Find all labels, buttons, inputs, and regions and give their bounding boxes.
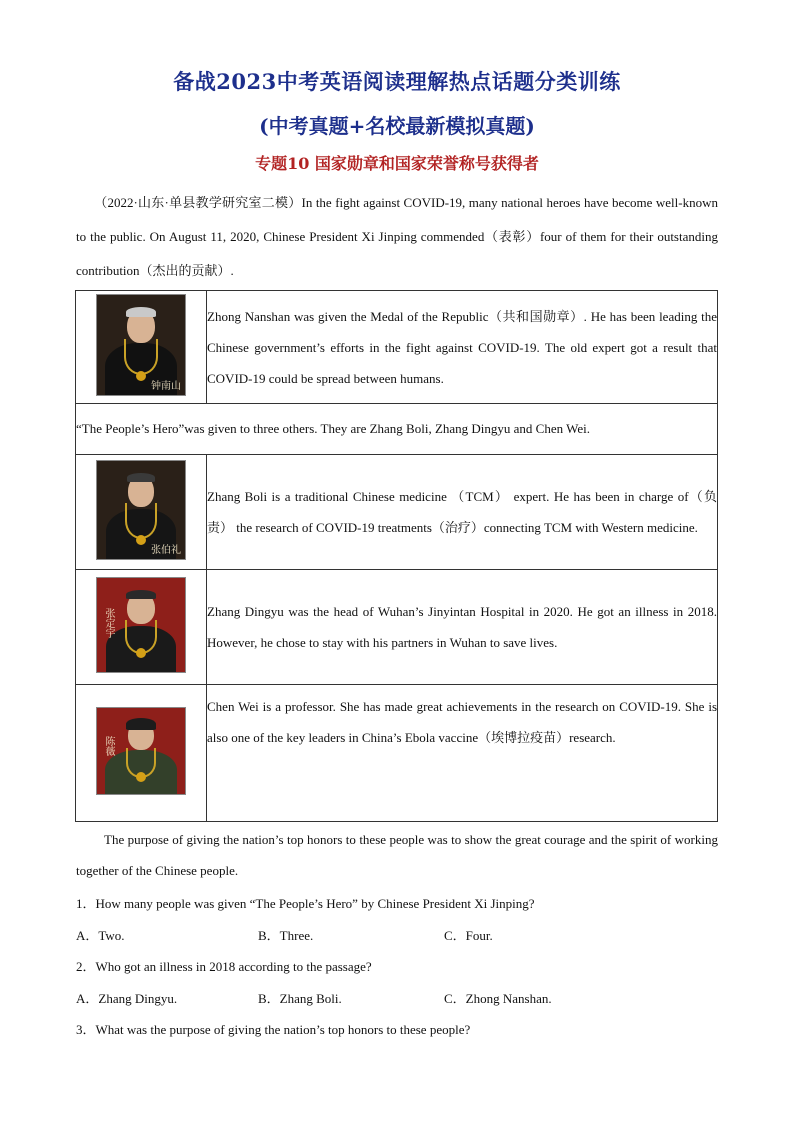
table-row	[76, 404, 718, 455]
table-row	[76, 685, 718, 822]
table-row	[76, 570, 718, 685]
topic-title: 专题10 国家勋章和国家荣誉称号获得者	[255, 154, 539, 173]
question-2: 2．Who got an illness in 2018 according to the passage?	[76, 959, 372, 974]
wide-cell: “The People’s Hero”was given to three others. They are Zhang Boli, Zhang Dingyu and Chen Wei.	[76, 404, 718, 455]
option-1a[interactable]: A．Two.	[76, 928, 125, 943]
portrait-signature: 钟南山	[151, 381, 181, 392]
photo-cell	[76, 291, 207, 404]
page-title: 备战2023中考英语阅读理解热点话题分类训练	[173, 69, 621, 94]
closing-text: The purpose of giving the nation’s top honors to these people was to show the great courage and the spirit of working together of the Chinese people.	[76, 832, 718, 878]
portrait-zhang-boli	[96, 460, 186, 560]
option-2b[interactable]: B．Zhang Boli.	[258, 991, 342, 1006]
portrait-zhang-dingyu	[96, 577, 186, 673]
portrait-signature: 张伯礼	[151, 545, 181, 556]
intro-text: （2022·山东·单县教学研究室二模）In the fight against COVID-19, many national heroes have become well-known to the public. On August 11, 2020, Chinese President Xi Jinping commended（表彰）four of them for their outstanding contribution（杰出的贡献）.	[76, 195, 718, 278]
option-2c[interactable]: C．Zhong Nanshan.	[444, 991, 552, 1006]
text-cell: Zhang Boli is a traditional Chinese medicine （TCM） expert. He has been in charge of（负责） the research of COVID-19 treatments（治疗）connecting TCM with Western medicine.	[207, 455, 718, 570]
portrait-signature: 张定宇	[103, 608, 114, 638]
table-row	[76, 455, 718, 570]
page-subtitle: (中考真题+名校最新模拟真题)	[259, 114, 535, 138]
closing-paragraph	[76, 824, 718, 886]
portrait-chen-wei	[96, 707, 186, 795]
option-1c[interactable]: C．Four.	[444, 928, 493, 943]
photo-cell	[76, 570, 207, 685]
text-cell: Zhong Nanshan was given the Medal of the Republic（共和国勋章）. He has been leading the Chinese government’s efforts in the fight against COVID-19. The old expert got a result that COVID-19 could be spread between humans.	[207, 291, 718, 404]
heroes-table	[75, 290, 718, 822]
option-2a[interactable]: A．Zhang Dingyu.	[76, 991, 178, 1006]
photo-cell	[76, 455, 207, 570]
portrait-signature: 陈薇	[103, 736, 114, 756]
table-row	[76, 291, 718, 404]
question-3: 3．What was the purpose of giving the nation’s top honors to these people?	[76, 1022, 471, 1037]
intro-paragraph	[76, 186, 718, 288]
text-cell: Zhang Dingyu was the head of Wuhan’s Jinyintan Hospital in 2020. He got an illness in 2018. However, he chose to stay with his partners in Wuhan to save lives.	[207, 570, 718, 685]
question-1: 1．How many people was given “The People’s Hero” by Chinese President Xi Jinping?	[76, 896, 535, 911]
portrait-zhong-nanshan	[96, 294, 186, 396]
photo-cell	[76, 685, 207, 822]
option-1b[interactable]: B．Three.	[258, 928, 314, 943]
text-cell: Chen Wei is a professor. She has made great achievements in the research on COVID-19. She is also one of the key leaders in China’s Ebola vaccine（埃博拉疫苗）research.	[207, 685, 718, 822]
